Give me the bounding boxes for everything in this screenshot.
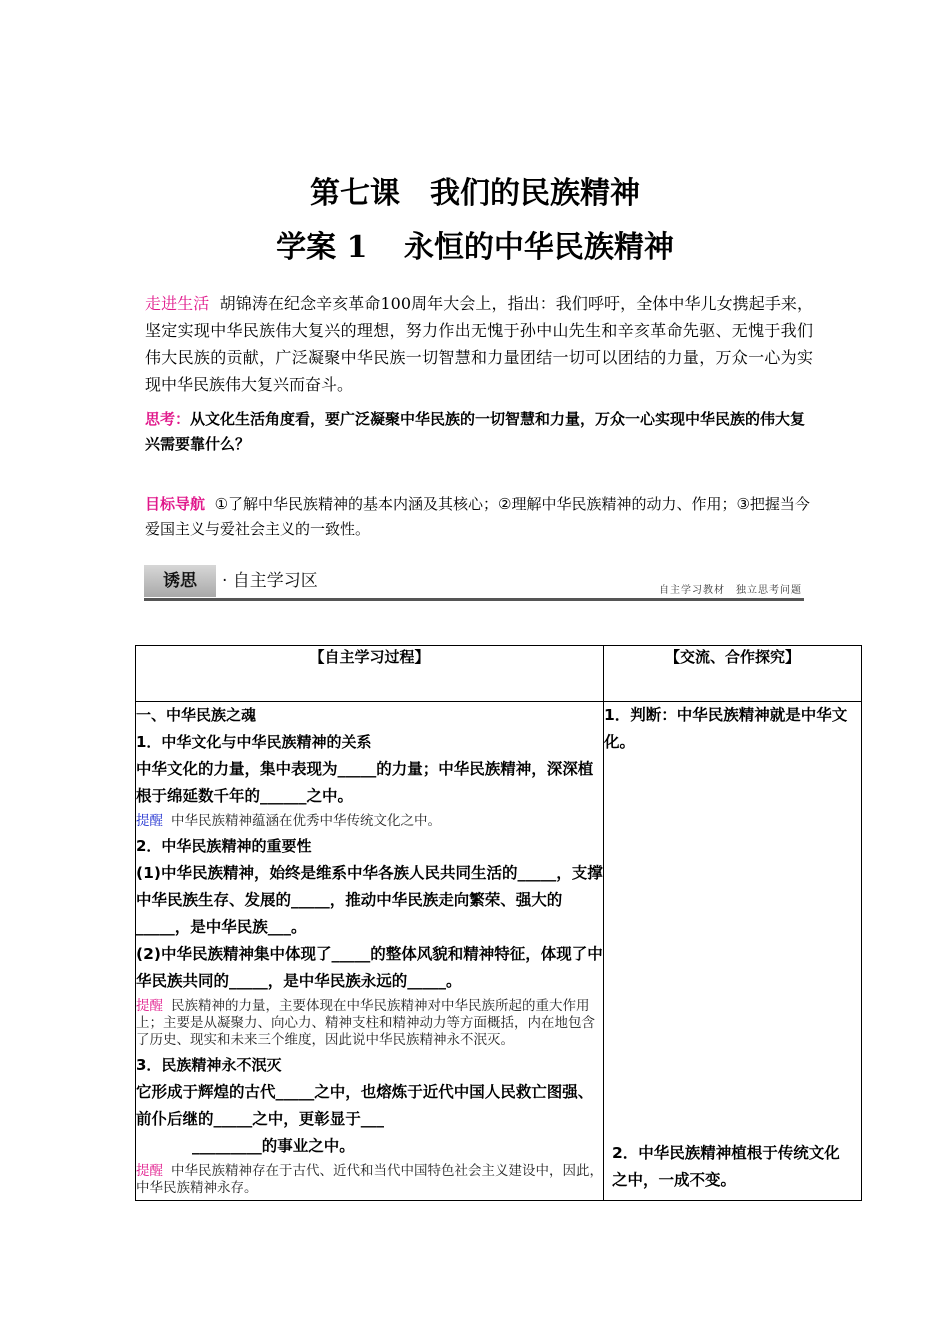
self-study-cell xyxy=(136,702,604,1201)
think-section xyxy=(145,407,813,457)
question-1: 1．判断：中华民族精神就是中华文化。 xyxy=(604,706,848,751)
banner-note: 自主学习教材 独立思考问题 xyxy=(659,585,802,596)
section1-text: 中华文化的力量，集中表现为_____的力量；中华民族精神，深深植根于绵延数千年的______之中。 xyxy=(136,760,594,805)
discussion-cell xyxy=(604,702,862,1201)
study-table xyxy=(135,645,862,1201)
section-banner xyxy=(144,563,804,601)
lesson-title: 第七课 我们的民族精神 xyxy=(310,176,640,211)
banner-zone: · 自主学习区 xyxy=(222,571,318,591)
goal-text: ①了解中华民族精神的基本内涵及其核心；②理解中华民族精神的动力、作用；③把握当今爱国主义与爱社会主义的一致性。 xyxy=(145,495,810,538)
section1-title: 一、中华民族之魂 xyxy=(136,706,257,724)
banner-tab: 诱思 xyxy=(144,565,216,597)
think-text: 从文化生活角度看，要广泛凝聚中华民族的一切智慧和力量，万众一心实现中华民族的伟大复兴需要靠什么？ xyxy=(145,410,806,453)
tip-text: 中华民族精神蕴涵在优秀中华传统文化之中。 xyxy=(171,813,441,829)
right-header: 【交流、合作探究】 xyxy=(604,646,862,702)
tip-label: 提醒 xyxy=(136,1163,163,1179)
banner-rule xyxy=(144,598,804,601)
section1-subtitle: 1．中华文化与中华民族精神的关系 xyxy=(136,733,372,751)
section3-tip xyxy=(136,1163,603,1197)
case-number: 1 xyxy=(346,230,368,265)
section3-text: 它形成于辉煌的古代_____之中，也熔炼于近代中国人民救亡图强、前仆后继的_____之中，更彰显于___ xyxy=(136,1083,594,1128)
section2-para1: (1)中华民族精神，始终是维系中华各族人民共同生活的_____，支撑中华民族生存、发展的_____，推动中华民族走向繁荣、强大的_____，是中华民族___。 xyxy=(136,864,603,936)
section2-para2: (2)中华民族精神集中体现了_____的整体风貌和精神特征，体现了中华民族共同的_____，是中华民族永远的_____。 xyxy=(136,945,603,990)
table-body-row xyxy=(136,702,862,1201)
left-header: 【自主学习过程】 xyxy=(136,646,604,702)
think-label: 思考： xyxy=(145,410,191,428)
section3-text-cont: _________的事业之中。 xyxy=(192,1137,355,1155)
intro-label: 走进生活 xyxy=(145,294,210,313)
case-name: 永恒的中华民族精神 xyxy=(403,230,674,265)
section2-subtitle: 2．中华民族精神的重要性 xyxy=(136,837,312,855)
intro-section xyxy=(145,290,813,398)
section1-tip xyxy=(136,813,603,830)
section3-subtitle: 3．民族精神永不泯灭 xyxy=(136,1056,282,1074)
tip-label: 提醒 xyxy=(136,998,163,1014)
question-2: 2．中华民族精神植根于传统文化之中，一成不变。 xyxy=(612,1144,840,1189)
tip-label: 提醒 xyxy=(136,813,163,829)
case-title xyxy=(0,222,950,266)
case-prefix: 学案 xyxy=(276,230,337,265)
section2-tip xyxy=(136,998,603,1049)
table-header-row xyxy=(136,646,862,702)
tip-text: 中华民族精神存在于古代、近代和当代中国特色社会主义建设中，因此，中华民族精神永存。 xyxy=(136,1163,603,1196)
intro-text: 胡锦涛在纪念辛亥革命100周年大会上，指出：我们呼吁，全体中华儿女携起手来，坚定实现中华民族伟大复兴的理想，努力作出无愧于孙中山先生和辛亥革命先驱、无愧于我们伟大民族的贡献，广泛凝聚中华民族一切智慧和力量团结一切可以团结的力量，万众一心为实现中华民族伟大复兴而奋斗。 xyxy=(145,294,813,394)
goal-label: 目标导航 xyxy=(145,495,206,513)
goal-section xyxy=(145,492,813,542)
tip-text: 民族精神的力量，主要体现在中华民族精神对中华民族所起的重大作用上；主要是从凝聚力、向心力、精神支柱和精神动力等方面概括，内在地包含了历史、现实和未来三个维度，因此说中华民族精神永不泯灭。 xyxy=(136,998,595,1048)
